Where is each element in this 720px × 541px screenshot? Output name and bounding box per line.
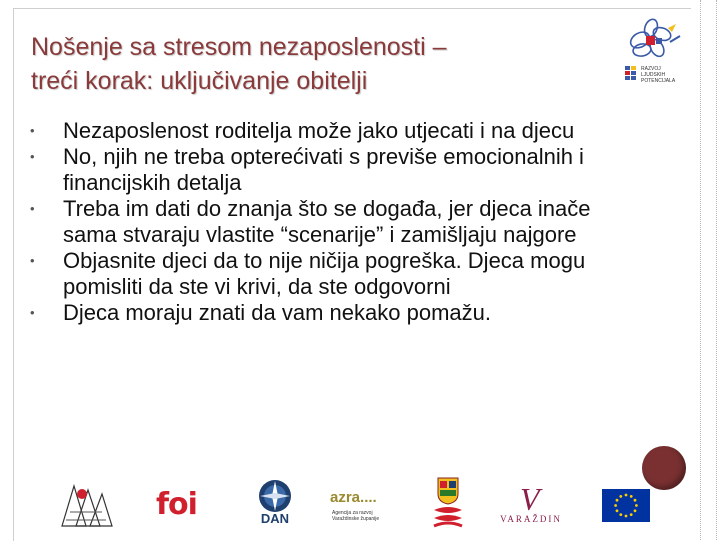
slide-title [31,30,611,98]
bullet-list [30,118,620,326]
foi-logo-text: foi [156,487,197,522]
coat-of-arms-icon [430,476,466,530]
azra-logo [330,490,400,530]
bullet-item [30,118,620,144]
county-crest-logo [430,476,466,530]
bullet-text: No, njih ne treba opterećivati s previše emocionalnih i financijskih detalja [63,144,584,195]
eu-flag-icon [602,489,650,522]
dan-logo-text: DAN [260,511,290,526]
bullet-item [30,144,620,196]
decorative-circle [642,446,686,490]
bullet-item [30,248,620,300]
azra-logo-sub-1: Agencija za razvoj [332,510,373,516]
project-logo-text-1: RAZVOJ [641,66,661,72]
slide-edge-line [700,0,702,540]
dan-logo [250,478,300,530]
bullet-dot: • [30,253,35,268]
school-logo [56,482,116,530]
slide-title-line-2: treći korak: uključivanje obitelji [31,67,368,95]
school-logo-icon [56,482,116,530]
varazdin-logo-letter: V [520,481,540,517]
varazdin-logo-text: VARAŽDIN [500,514,562,524]
slide-edge-line-outer [716,0,718,540]
bullet-item [30,196,620,248]
compass-icon [250,478,300,514]
azra-logo-text: azra.... [330,489,377,506]
project-logo-text-2: LJUDSKIH [641,72,666,78]
bullet-dot: • [30,149,35,164]
bullet-item [30,300,620,326]
bullet-dot: • [30,201,35,216]
foi-logo [156,488,200,524]
bullet-dot: • [30,123,35,138]
bullet-text: Nezaposlenost roditelja može jako utjecati i na djecu [63,118,575,143]
eu-flag [602,489,650,522]
slide-title-line-1: Nošenje sa stresom nezaposlenosti – [31,33,447,61]
project-logo-text-3: POTENCIJALA [641,78,676,84]
bullet-dot: • [30,305,35,320]
varazdin-logo [498,481,564,528]
project-logo [618,16,694,92]
bullet-text: Objasnite djeci da to nije ničija pogreška. Djeca mogu pomisliti da ste vi krivi, da ste odgovorni [63,248,586,299]
bullet-text: Treba im dati do znanja što se događa, jer djeca inače sama stvaraju vlastite “scenarije” i zamišljaju najgore [63,196,591,247]
azra-logo-sub-2: Varaždinske županije [332,516,380,522]
bullet-text: Djeca moraju znati da vam nekako pomažu. [63,300,491,325]
